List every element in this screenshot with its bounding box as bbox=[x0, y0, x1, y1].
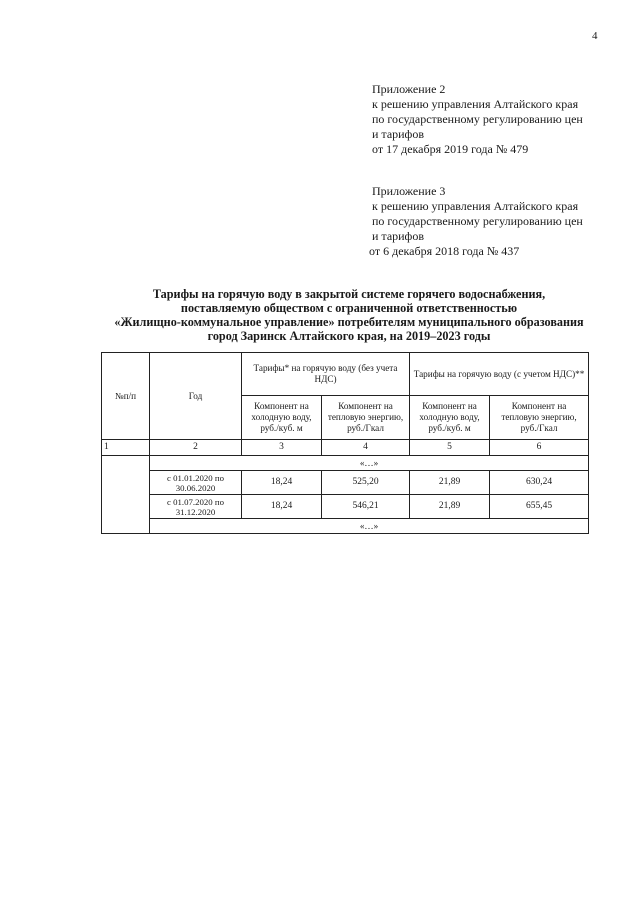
appendix-line: к решению управления Алтайского края bbox=[372, 97, 579, 111]
appendix-line: Приложение 2 bbox=[372, 82, 446, 96]
appendix-line: от 6 декабря 2018 года № 437 bbox=[369, 244, 520, 258]
column-number: 5 bbox=[410, 440, 490, 456]
title-line: поставляемую обществом с ограниченной ответственностью bbox=[180, 301, 518, 315]
period-cell: с 01.07.2020 по 31.12.2020 bbox=[150, 495, 242, 519]
appendix-line: и тарифов bbox=[372, 229, 425, 243]
appendix-line: Приложение 3 bbox=[372, 184, 446, 198]
document-title bbox=[60, 287, 638, 343]
column-number: 4 bbox=[322, 440, 410, 456]
header-group-with-vat: Тарифы на горячую воду (с учетом НДС)** bbox=[410, 353, 589, 396]
header-year: Год bbox=[150, 353, 242, 440]
table-row bbox=[102, 471, 589, 495]
value-cell: 18,24 bbox=[242, 471, 322, 495]
empty-cell bbox=[102, 456, 150, 534]
header-num: №п/п bbox=[102, 353, 150, 440]
value-cell: 21,89 bbox=[410, 471, 490, 495]
page-number: 4 bbox=[592, 30, 598, 42]
value-cell: 655,45 bbox=[490, 495, 589, 519]
appendix-2-header bbox=[372, 82, 583, 157]
header-cold-water-component: Компонент на холодную воду, руб./куб. м bbox=[410, 396, 490, 440]
title-line: Тарифы на горячую воду в закрытой системе горячего водоснабжения, bbox=[152, 287, 546, 301]
ellipsis-row: «…» bbox=[150, 519, 589, 534]
value-cell: 18,24 bbox=[242, 495, 322, 519]
appendix-line: к решению управления Алтайского края bbox=[372, 199, 579, 213]
period-cell: с 01.01.2020 по 30.06.2020 bbox=[150, 471, 242, 495]
appendix-line: по государственному регулированию цен bbox=[372, 112, 583, 126]
title-line: «Жилищно-коммунальное управление» потребителям муниципального образования bbox=[114, 315, 584, 329]
value-cell: 21,89 bbox=[410, 495, 490, 519]
header-heat-component: Компонент на тепловую энергию, руб./Гкал bbox=[322, 396, 410, 440]
header-heat-component: Компонент на тепловую энергию, руб./Гкал bbox=[490, 396, 589, 440]
appendix-line: от 17 декабря 2019 года № 479 bbox=[372, 142, 529, 156]
appendix-line: и тарифов bbox=[372, 127, 425, 141]
column-number: 3 bbox=[242, 440, 322, 456]
header-group-without-vat: Тарифы* на горячую воду (без учета НДС) bbox=[242, 353, 410, 396]
tariffs-table bbox=[101, 352, 589, 534]
ellipsis-row: «…» bbox=[150, 456, 589, 471]
column-number: 1 bbox=[102, 440, 150, 456]
table-row bbox=[102, 495, 589, 519]
title-line: город Заринск Алтайского края, на 2019–2023 годы bbox=[207, 329, 491, 343]
header-cold-water-component: Компонент на холодную воду, руб./куб. м bbox=[242, 396, 322, 440]
appendix-3-header bbox=[369, 184, 583, 259]
value-cell: 630,24 bbox=[490, 471, 589, 495]
value-cell: 525,20 bbox=[322, 471, 410, 495]
column-number: 6 bbox=[490, 440, 589, 456]
appendix-line: по государственному регулированию цен bbox=[372, 214, 583, 228]
value-cell: 546,21 bbox=[322, 495, 410, 519]
column-number: 2 bbox=[150, 440, 242, 456]
